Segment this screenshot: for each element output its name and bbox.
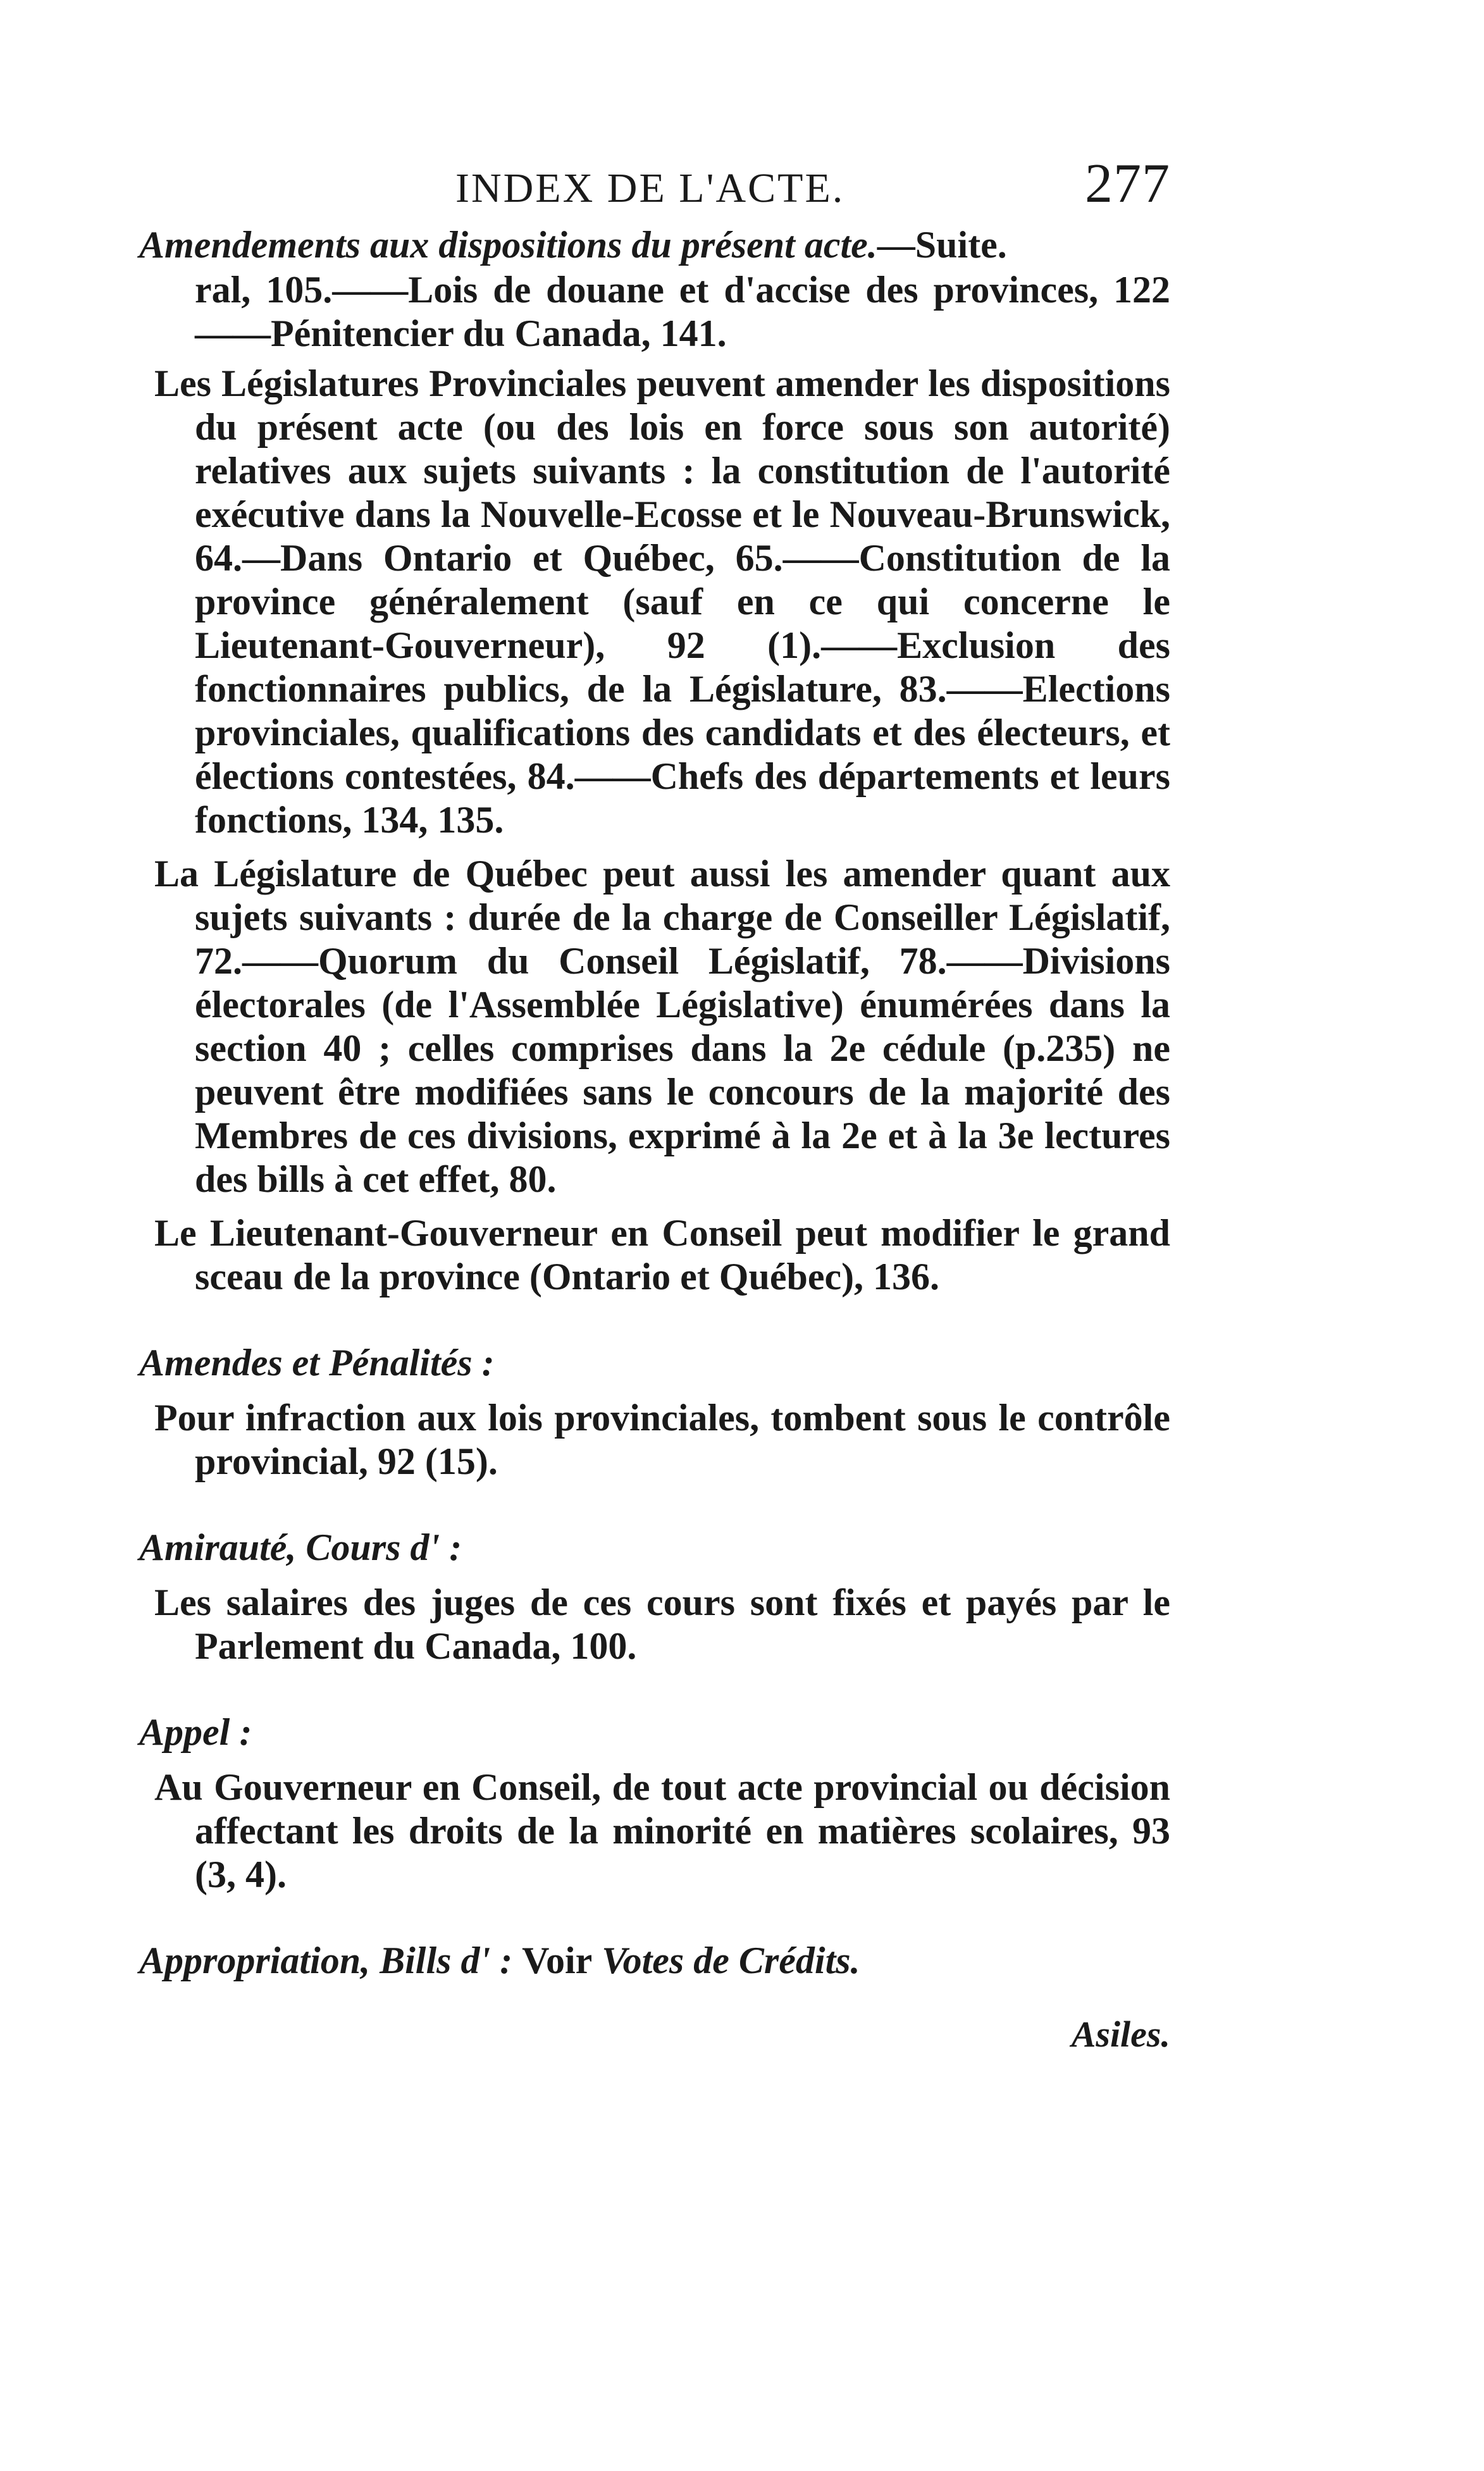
heading-appropriation [139, 1937, 1170, 1984]
heading-amendes: Amendes et Pénalités : [139, 1342, 495, 1384]
catchword: Asiles. [1071, 2014, 1170, 2055]
heading-amendements-text: Amendements aux dispositions du présent acte. [139, 224, 877, 266]
appropriation-voir: Voir [522, 1940, 593, 1981]
appropriation-heading-text: Appropriation, Bills d' : [139, 1940, 513, 1981]
index-page [139, 152, 1170, 2055]
heading-amendements-suffix: —Suite. [877, 224, 1007, 266]
amendes-entry-1: Pour infraction aux lois provinciales, tombent sous le contrôle provincial, 92 (15). [154, 1397, 1170, 1482]
amendements-continuation: ral, 105.——Lois de douane et d'accise des provinces, 122——Pénitencier du Canada, 141. [195, 269, 1170, 354]
amendements-entry-3: Le Lieutenant-Gouverneur en Conseil peut modifier le grand sceau de la province (Ontario et Québec), 136. [154, 1212, 1170, 1297]
heading-amiraute: Amirauté, Cours d' : [139, 1527, 462, 1568]
page-title: INDEX DE L'ACTE. [455, 165, 845, 211]
running-head [139, 152, 1170, 221]
heading-appel: Appel : [139, 1711, 252, 1753]
page-number: 277 [1085, 153, 1170, 214]
appropriation-target: Votes de Crédits. [602, 1940, 860, 1981]
heading-amendements [139, 221, 1170, 268]
amendements-entry-2: La Législature de Québec peut aussi les amender quant aux sujets suivants : durée de la charge de Conseiller Législatif, 72.——Quorum du Conseil Législatif, 78.——Divisions électorales (de l'Assemblée Législative) énumérées dans la section 40 ; celles comprises dans la 2e cédule (p.235) ne peuvent être modifiées sans le concours de la majorité des Membres de ces divisions, exprimé à la 2e et à la 3e lectures des bills à cet effet, 80. [154, 853, 1170, 1200]
appel-entry-1: Au Gouverneur en Conseil, de tout acte provincial ou décision affectant les droits de la minorité en matières scolaires, 93 (3, 4). [154, 1766, 1170, 1895]
amendements-entry-1: Les Législatures Provinciales peuvent amender les dispositions du présent acte (ou des lois en force sous son autorité) relatives aux sujets suivants : la constitution de l'autorité exécutive dans la Nouvelle-Ecosse et le Nouveau-Brunswick, 64.—Dans Ontario et Québec, 65.——Constitution de la province généralement (sauf en ce qui concerne le Lieutenant-Gouverneur), 92 (1).——Exclusion des fonctionnaires publics, de la Législature, 83.——Elections provinciales, qualifications des candidats et des électeurs, et élections contestées, 84.——Chefs des départements et leurs fonctions, 134, 135. [154, 362, 1170, 841]
amiraute-entry-1: Les salaires des juges de ces cours sont fixés et payés par le Parlement du Canada, 100. [154, 1582, 1170, 1667]
